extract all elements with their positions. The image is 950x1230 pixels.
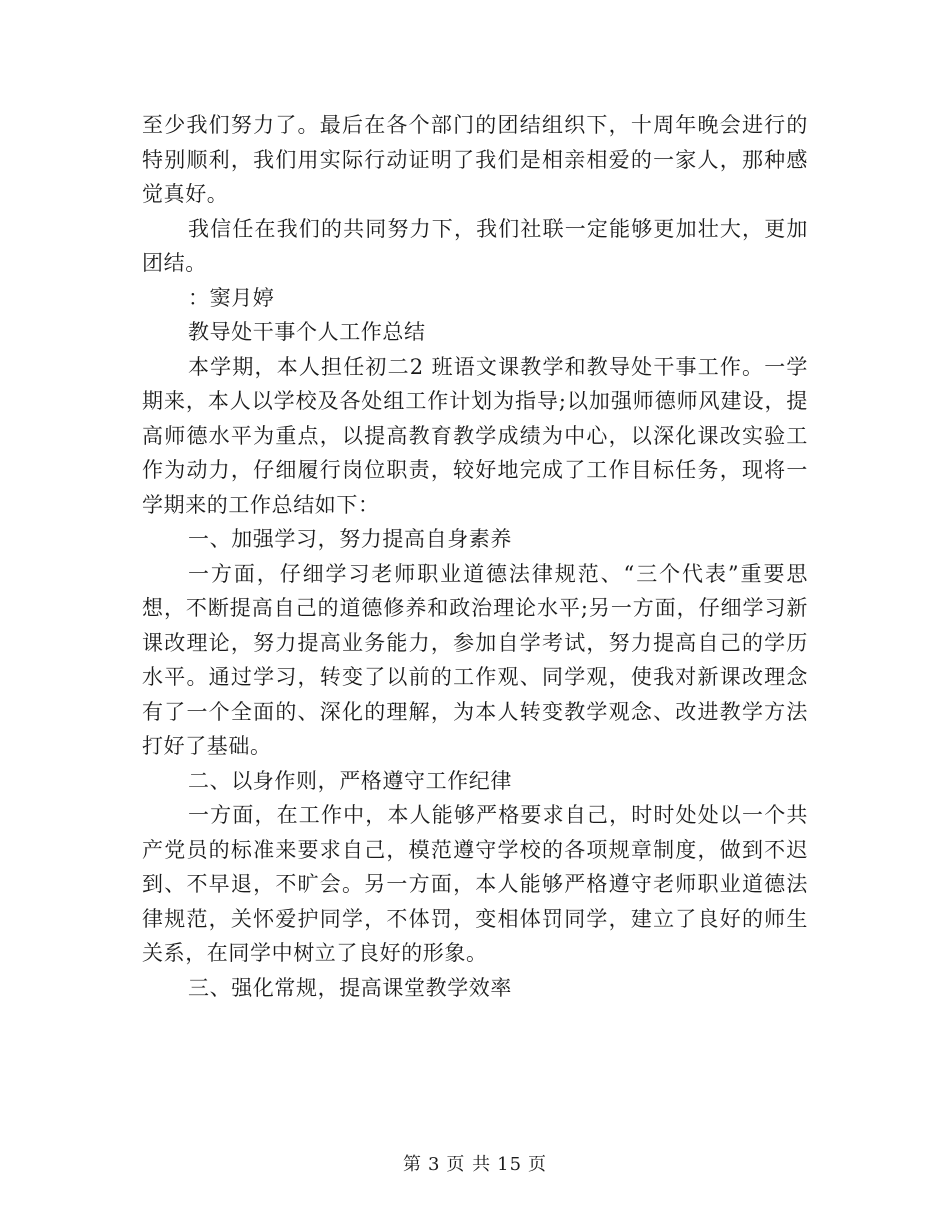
- intro-paragraph: 本学期，本人担任初二2 班语文课教学和教导处干事工作。一学期来，本人以学校及各处组工作计划为指导;以加强师德师风建设，提高师德水平为重点，以提高教育教学成绩为中心，以深化课改实验工作为动力，仔细履行岗位职责，较好地完成了工作目标任务，现将一学期来的工作总结如下：: [142, 354, 808, 517]
- document-body: [142, 108, 808, 1005]
- section-title: 教导处干事个人工作总结: [188, 320, 426, 344]
- footer-prefix: 第: [402, 1154, 422, 1175]
- paragraph-study: 一方面，仔细学习老师职业道德法律规范、“三个代表”重要思想，不断提高自己的道德修养和政治理论水平;另一方面，仔细学习新课改理论，努力提高业务能力，参加自学考试，努力提高自己的学历水平。通过学习，转变了以前的工作观、同学观，使我对新课改理念有了一个全面的、深化的理解，为本人转变教学观念、改进教学方法打好了基础。: [142, 561, 808, 758]
- page-footer: [0, 1150, 950, 1176]
- total-pages-number: 15: [497, 1154, 523, 1175]
- heading-3: 三、强化常规，提高课堂教学效率: [188, 975, 512, 1000]
- heading-2: 二、以身作则，严格遵守工作纪律: [188, 768, 512, 793]
- footer-middle: 页 共: [446, 1154, 492, 1175]
- author-line: ：窦月婷: [188, 285, 275, 310]
- paragraph-1: 至少我们努力了。最后在各个部门的团结组织下，十周年晚会进行的特别顺利，我们用实际行动证明了我们是相亲相爱的一家人，那种感觉真好。: [142, 113, 808, 206]
- paragraph-discipline: 一方面，在工作中，本人能够严格要求自己，时时处处以一个共产党员的标准来要求自己，模范遵守学校的各项规章制度，做到不迟到、不早退，不旷会。另一方面，本人能够严格遵守老师职业道德法律规范，关怀爱护同学，不体罚，变相体罚同学，建立了良好的师生关系，在同学中树立了良好的形象。: [142, 803, 808, 965]
- heading-1: 一、加强学习，努力提高自身素养: [188, 527, 512, 551]
- footer-suffix: 页: [528, 1154, 548, 1175]
- paragraph-2: 我信任在我们的共同努力下，我们社联一定能够更加壮大，更加团结。: [142, 216, 808, 275]
- current-page-number: 3: [427, 1154, 441, 1175]
